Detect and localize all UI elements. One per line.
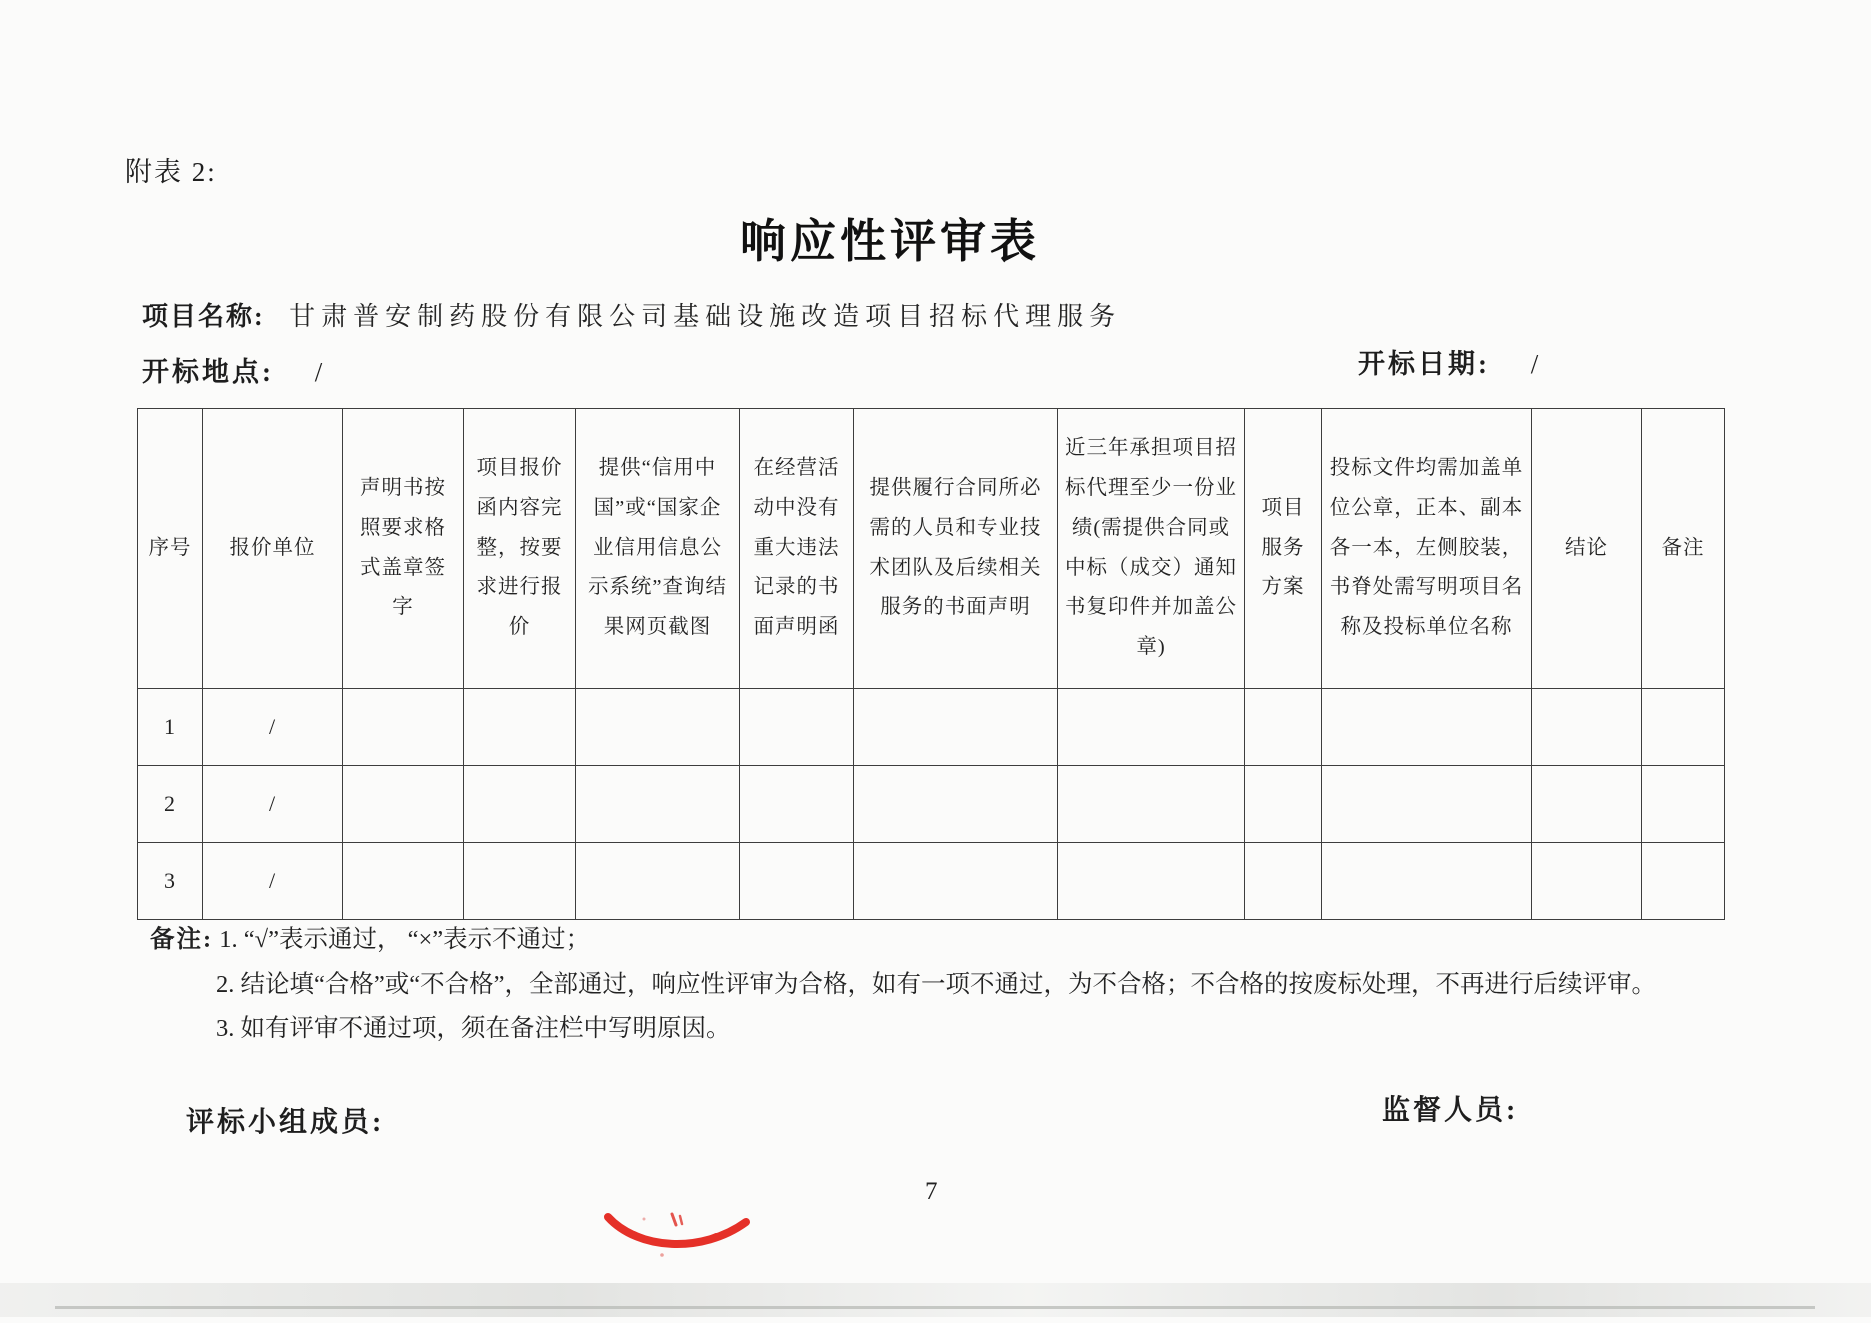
table-row	[138, 843, 1725, 920]
cell-empty	[740, 689, 854, 766]
bid-date-label: 开标日期:	[1358, 349, 1490, 379]
bid-date-line	[1358, 342, 1538, 381]
cell-seq: 1	[138, 689, 203, 766]
cell-empty	[1058, 843, 1245, 920]
cell-empty	[576, 689, 740, 766]
cell-empty	[1245, 843, 1322, 920]
cell-empty	[1058, 689, 1245, 766]
header-document-binding: 投标文件均需加盖单位公章，正本、副本各一本，左侧胶装，书脊处需写明项目名称及投标单位名称	[1322, 409, 1532, 689]
remark-line-1	[150, 918, 1744, 963]
header-credit-screenshot: 提供“信用中国”或“国家企业信用信息公示系统”查询结果网页截图	[576, 409, 740, 689]
cell-empty	[1322, 843, 1532, 920]
header-seq: 序号	[138, 409, 203, 689]
responsiveness-review-table	[137, 408, 1725, 920]
header-past-performance: 近三年承担项目招标代理至少一份业绩(需提供合同或中标（成交）通知书复印件并加盖公章)	[1058, 409, 1245, 689]
cell-empty	[1245, 766, 1322, 843]
remarks-label: 备注:	[150, 926, 214, 953]
cell-empty	[854, 766, 1058, 843]
evaluation-team-label: 评标小组成员:	[186, 1107, 385, 1138]
cell-empty	[854, 843, 1058, 920]
cell-empty	[343, 689, 464, 766]
table-header-row	[138, 409, 1725, 689]
cell-bidder: /	[203, 843, 343, 920]
cell-empty	[1058, 766, 1245, 843]
cell-empty	[740, 843, 854, 920]
cell-empty	[343, 843, 464, 920]
header-no-violation: 在经营活动中没有重大违法记录的书面声明函	[740, 409, 854, 689]
cell-seq: 2	[138, 766, 203, 843]
table-row	[138, 689, 1725, 766]
cell-seq: 3	[138, 843, 203, 920]
header-service-plan: 项目服务方案	[1245, 409, 1322, 689]
cell-empty	[1322, 689, 1532, 766]
scan-artifact-smudge	[0, 1283, 1871, 1317]
table-row	[138, 766, 1725, 843]
remark-item-1: 1. “√”表示通过， “×”表示不通过；	[219, 926, 591, 953]
red-pen-stamp-mark	[600, 1210, 756, 1265]
page-number: 7	[925, 1178, 938, 1205]
cell-empty	[343, 766, 464, 843]
header-declaration-seal: 声明书按照要求格式盖章签字	[343, 409, 464, 689]
cell-empty	[576, 766, 740, 843]
page-title: 响应性评审表	[740, 216, 1040, 267]
cell-empty	[464, 689, 576, 766]
cell-empty	[1532, 766, 1642, 843]
project-name-value: 甘肃普安制药股份有限公司基础设施改造项目招标代理服务	[289, 302, 1122, 331]
cell-empty	[1532, 689, 1642, 766]
header-quotation-complete: 项目报价函内容完整，按要求进行报价	[464, 409, 576, 689]
cell-empty	[740, 766, 854, 843]
cell-empty	[1642, 689, 1725, 766]
cell-empty	[1642, 766, 1725, 843]
cell-empty	[1322, 766, 1532, 843]
header-conclusion: 结论	[1532, 409, 1642, 689]
project-name-label: 项目名称:	[142, 302, 265, 331]
bid-date-value: /	[1530, 349, 1539, 379]
remark-item-2: 2. 结论填“合格”或“不合格”，全部通过，响应性评审为合格，如有一项不通过，为不合格；不合格的按废标处理，不再进行后续评审。	[216, 970, 1656, 998]
bid-location-label: 开标地点:	[142, 357, 274, 387]
cell-empty	[1642, 843, 1725, 920]
red-arc-graphic	[600, 1210, 756, 1260]
cell-empty	[1245, 689, 1322, 766]
cell-empty	[464, 766, 576, 843]
cell-empty	[1532, 843, 1642, 920]
header-bidder: 报价单位	[203, 409, 343, 689]
cell-bidder: /	[203, 689, 343, 766]
cell-empty	[464, 843, 576, 920]
cell-empty	[854, 689, 1058, 766]
appendix-label: 附表 2:	[125, 157, 217, 187]
header-remarks: 备注	[1642, 409, 1725, 689]
project-name-line	[142, 296, 1121, 333]
supervisor-label: 监督人员:	[1382, 1095, 1519, 1126]
scan-artifact-edge-line	[55, 1306, 1815, 1309]
remarks-section	[130, 918, 1744, 1052]
remark-item-3: 3. 如有评审不通过项，须在备注栏中写明原因。	[216, 1015, 731, 1043]
bid-location-value: /	[314, 357, 323, 387]
cell-empty	[576, 843, 740, 920]
cell-bidder: /	[203, 766, 343, 843]
header-personnel-statement: 提供履行合同所必需的人员和专业技术团队及后续相关服务的书面声明	[854, 409, 1058, 689]
bid-location-line	[142, 350, 322, 389]
